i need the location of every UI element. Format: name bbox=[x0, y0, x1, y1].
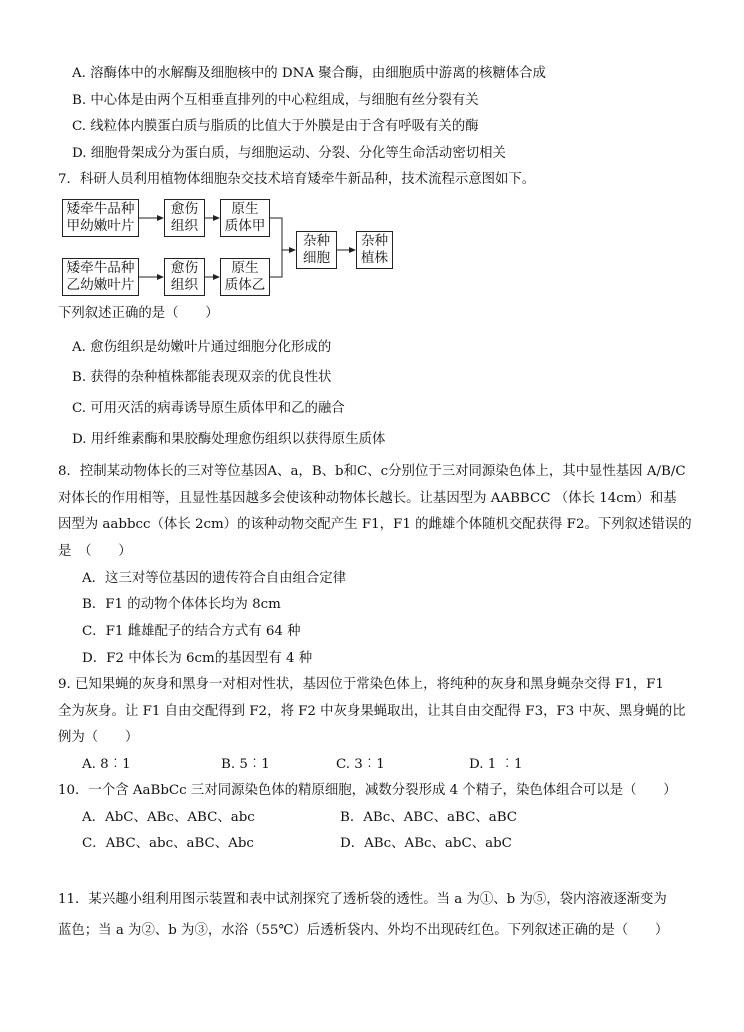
q10-option-d: D．ABc、ABc、abC、abC bbox=[340, 836, 512, 851]
q8-option-a: A．这三对等位基因的遗传符合自由组合定律 bbox=[82, 571, 347, 586]
q11-stem-line-1: 11．某兴趣小组利用图示装置和表中试剂探究了透析袋的透性。当 a 为①、b 为⑤，袋内溶液逐渐变为 bbox=[58, 892, 667, 907]
hybrid-plant-box: 杂种 植株 bbox=[356, 231, 393, 269]
q9-option-d: D. 1 ︰1 bbox=[469, 757, 523, 772]
callus-b-box: 愈伤 组织 bbox=[164, 258, 205, 296]
q7-option-c: C. 可用灭活的病毒诱导原生质体甲和乙的融合 bbox=[72, 401, 345, 416]
q9-stem-line-2: 全为灰身。让 F1 自由交配得到 F2，将 F2 中灰身果蝇取出，让其自由交配得 F3，F3 中灰、黑身蝇的比 bbox=[58, 704, 686, 719]
q7-option-d: D. 用纤维素酶和果胶酶处理愈伤组织以获得原生质体 bbox=[72, 432, 386, 447]
q8-option-d: D．F2 中体长为 6cm的基因型有 4 种 bbox=[82, 651, 313, 666]
q10-stem: 10．一个含 AaBbCc 三对同源染色体的精原细胞，减数分裂形成 4 个精子，染色体组合可以是（ ） bbox=[58, 783, 677, 798]
q10-option-c: C．ABC、abc、aBC、Abc bbox=[82, 836, 254, 851]
q8-option-c: C．F1 雌雄配子的结合方式有 64 种 bbox=[82, 624, 301, 639]
q10-option-b: B．ABc、ABC、aBC、aBC bbox=[340, 810, 518, 825]
q8-stem-line-3: 因型为 aabbcc（体长 2cm）的该种动物交配产生 F1，F1 的雌雄个体随机交配获得 F2。下列叙述错误的 bbox=[58, 517, 692, 532]
q7-prompt: 下列叙述正确的是（ ） bbox=[58, 306, 219, 321]
hybrid-cell-box: 杂种 细胞 bbox=[296, 231, 337, 269]
q9-stem-line-1: 9. 已知果蝇的灰身和黑身一对相对性状，基因位于常染色体上，将纯种的灰身和黑身蝇杂交得 F1，F1 bbox=[58, 677, 664, 692]
q6-option-c: C. 线粒体内膜蛋白质与脂质的比值大于外膜是由于含有呼吸有关的酶 bbox=[72, 119, 479, 134]
q7-option-a: A. 愈伤组织是幼嫩叶片通过细胞分化形成的 bbox=[72, 340, 332, 355]
q11-stem-line-2: 蓝色；当 a 为②、b 为③，水浴（55℃）后透析袋内、外均不出现砖红色。下列叙述正确的是（ ） bbox=[58, 923, 669, 938]
bracket-protoplasts bbox=[270, 218, 282, 277]
callus-a-box: 愈伤 组织 bbox=[164, 199, 205, 237]
source-leaf-a-box: 矮牵牛品种 甲幼嫩叶片 bbox=[62, 199, 139, 237]
q9-option-c: C. 3︰1 bbox=[336, 757, 385, 772]
q9-option-a: A. 8︰1 bbox=[82, 757, 131, 772]
q7-option-b: B. 获得的杂种植株都能表现双亲的优良性状 bbox=[72, 370, 332, 385]
q6-option-d: D. 细胞骨架成分为蛋白质，与细胞运动、分裂、分化等生命活动密切相关 bbox=[72, 146, 506, 161]
protoplast-b-box: 原生 质体乙 bbox=[220, 258, 270, 296]
q8-option-b: B．F1 的动物个体体长均为 8cm bbox=[82, 597, 281, 612]
q9-option-b: B. 5︰1 bbox=[221, 757, 270, 772]
q8-stem-line-4: 是 （ ） bbox=[58, 544, 132, 559]
q10-option-a: A．AbC、ABc、ABC、abc bbox=[82, 810, 255, 825]
q8-stem-line-2: 对体长的作用相等，且显性基因越多会使该种动物体长越长。让基因型为 AABBCC （体长 14cm）和基 bbox=[58, 491, 677, 506]
q6-option-b: B. 中心体是由两个互相垂直排列的中心粒组成，与细胞有丝分裂有关 bbox=[72, 93, 479, 108]
q6-option-a: A. 溶酶体中的水解酶及细胞核中的 DNA 聚合酶，由细胞质中游离的核糖体合成 bbox=[72, 66, 546, 81]
protoplast-a-box: 原生 质体甲 bbox=[220, 199, 270, 237]
q9-stem-line-3: 例为（ ） bbox=[58, 730, 139, 745]
source-leaf-b-box: 矮牵牛品种 乙幼嫩叶片 bbox=[62, 258, 139, 296]
q8-stem-line-1: 8．控制某动物体长的三对等位基因A、a，B、b和C、c分别位于三对同源染色体上，其中显性基因 A/B/C bbox=[58, 464, 686, 479]
q7-stem: 7．科研人员利用植物体细胞杂交技术培育矮牵牛新品种，技术流程示意图如下。 bbox=[58, 172, 536, 187]
